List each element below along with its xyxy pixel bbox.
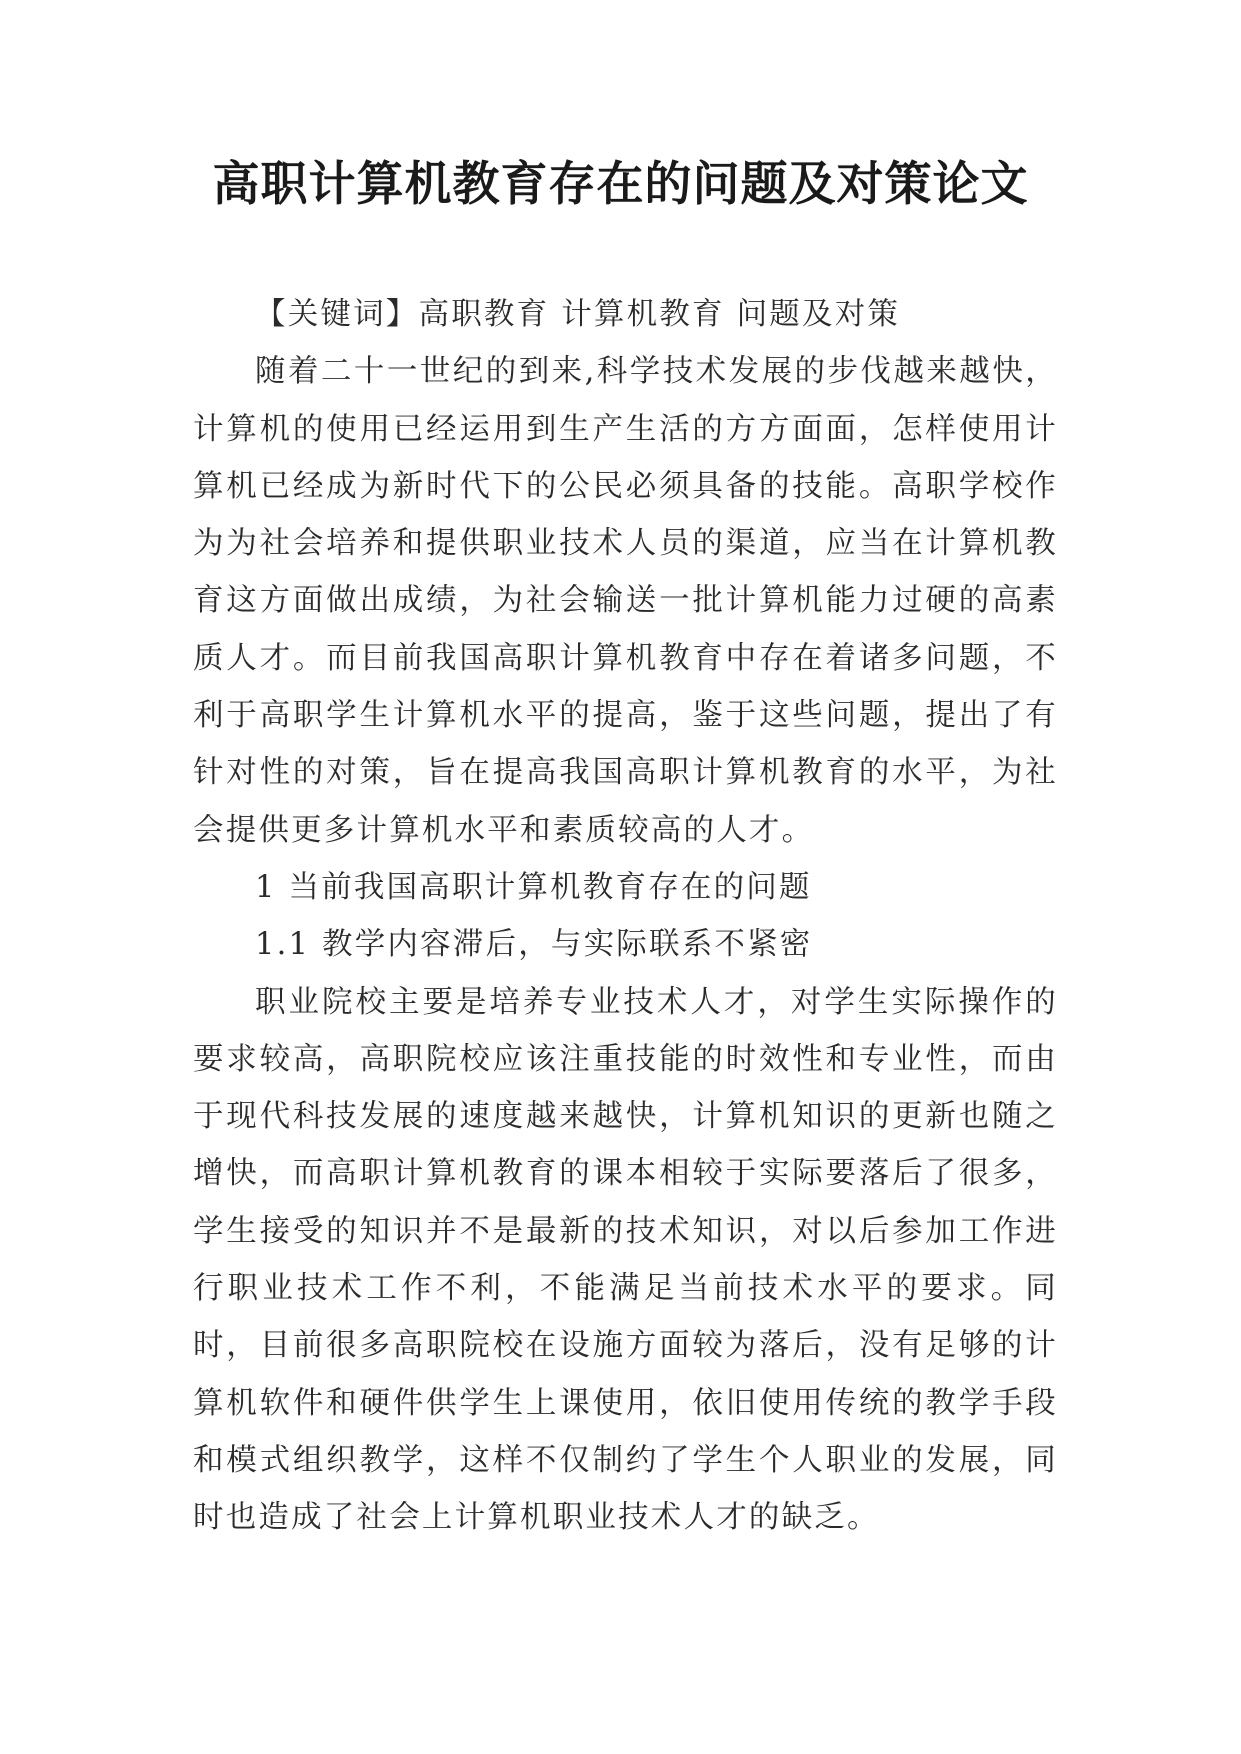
section-heading: 1 当前我国高职计算机教育存在的问题 (255, 869, 812, 905)
keywords-line: 【关键词】高职教育 计算机教育 问题及对策 (255, 297, 901, 332)
subsection-heading: 1.1 教学内容滞后，与实际联系不紧密 (255, 927, 813, 963)
paragraph-body: 职业院校主要是培养专业技术人才，对学生实际操作的要求较高，高职院校应该注重技能的时效性和专业性，而由于现代科技发展的速度越来越快，计算机知识的更新也随之增快，而高职计算机教育的课本相较于实际要落后了很多，学生接受的知识并不是最新的技术知识，对以后参加工作进行职业技术工作不利，不能满足当前技术水平的要求。同时，目前很多高职院校在设施方面较为落后，没有足够的计算机软件和硬件供学生上课使用，依旧使用传统的教学手段和模式组织教学，这样不仅制约了学生个人职业的发展，同时也造成了社会上计算机职业技术人才的缺乏。 (193, 984, 1058, 1536)
document-body (193, 286, 1058, 1547)
document-title: 高职计算机教育存在的问题及对策论文 (212, 157, 1029, 212)
paragraph-intro: 随着二十一世纪的到来,科学技术发展的步伐越来越快，计算机的使用已经运用到生产生活的方方面面，怎样使用计算机已经成为新时代下的公民必须具备的技能。高职学校作为为社会培养和提供职业技术人员的渠道，应当在计算机教育这方面做出成绩，为社会输送一批计算机能力过硬的高素质人才。而目前我国高职计算机教育中存在着诸多问题，不利于高职学生计算机水平的提高，鉴于这些问题，提出了有针对性的对策，旨在提高我国高职计算机教育的水平，为社会提供更多计算机水平和素质较高的人才。 (193, 354, 1058, 848)
